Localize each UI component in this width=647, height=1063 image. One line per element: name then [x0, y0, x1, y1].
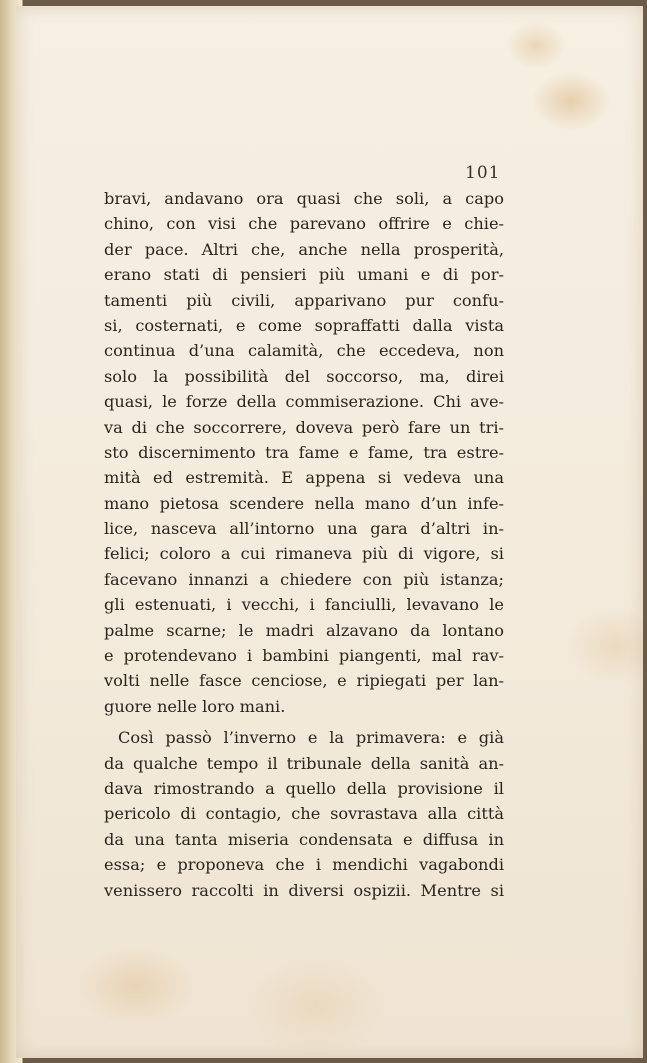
text-line: dava rimostrando a quello della provisione il: [104, 778, 504, 798]
text-line: palme scarne; le madri alzavano da lontano: [104, 620, 504, 640]
text-line: bravi, andavano ora quasi che soli, a capo: [104, 189, 504, 208]
text-line: mità ed estremità. E appena si vedeva una: [104, 468, 504, 488]
paragraph-1: [104, 186, 504, 719]
text-line: e protendevano i bambini piangenti, mal rav-: [104, 646, 504, 666]
page-number: 101: [465, 163, 501, 183]
text-line: lice, nasceva all’intorno una gara d’altri in-: [104, 519, 504, 539]
book-page: [16, 6, 643, 1058]
text-line: guore nelle loro mani.: [104, 696, 286, 716]
text-line: tamenti più civili, apparivano pur confu-: [104, 290, 504, 310]
text-line: volti nelle fasce cenciose, e ripiegati per lan-: [104, 671, 504, 691]
paragraph-2: [104, 725, 504, 903]
text-line: Così passò l’inverno e la primavera: e già: [118, 728, 504, 748]
text-line: chino, con visi che parevano offrire e chie-: [104, 214, 504, 234]
text-line: da una tanta miseria condensata e diffusa in: [104, 829, 504, 849]
text-line: da qualche tempo il tribunale della sanità an-: [104, 753, 504, 773]
text-line: continua d’una calamità, che eccedeva, non: [104, 341, 504, 361]
text-line: pericolo di contagio, che sovrastava alla città: [104, 804, 504, 824]
text-line: der pace. Altri che, anche nella prosperità,: [104, 239, 504, 259]
body-text: [104, 186, 504, 903]
text-line: va di che soccorrere, doveva però fare un tri-: [104, 417, 504, 437]
text-line: facevano innanzi a chiedere con più istanza;: [104, 569, 504, 589]
text-line: gli estenuati, i vecchi, i fanciulli, levavano le: [104, 595, 504, 615]
text-line: quasi, le forze della commiserazione. Chi ave-: [104, 392, 504, 412]
text-line: erano stati di pensieri più umani e di por-: [104, 265, 504, 285]
text-line: sto discernimento tra fame e fame, tra estre-: [104, 442, 504, 462]
text-line: essa; e proponeva che i mendichi vagabondi: [104, 855, 504, 875]
text-line: mano pietosa scendere nella mano d’un infe-: [104, 493, 504, 513]
text-line: solo la possibilità del soccorso, ma, direi: [104, 366, 504, 386]
text-line: venissero raccolti in diversi ospizii. Mentre si: [104, 880, 504, 900]
text-line: felici; coloro a cui rimaneva più di vigore, si: [104, 544, 504, 564]
text-line: si, costernati, e come sopraffatti dalla vista: [104, 315, 504, 335]
